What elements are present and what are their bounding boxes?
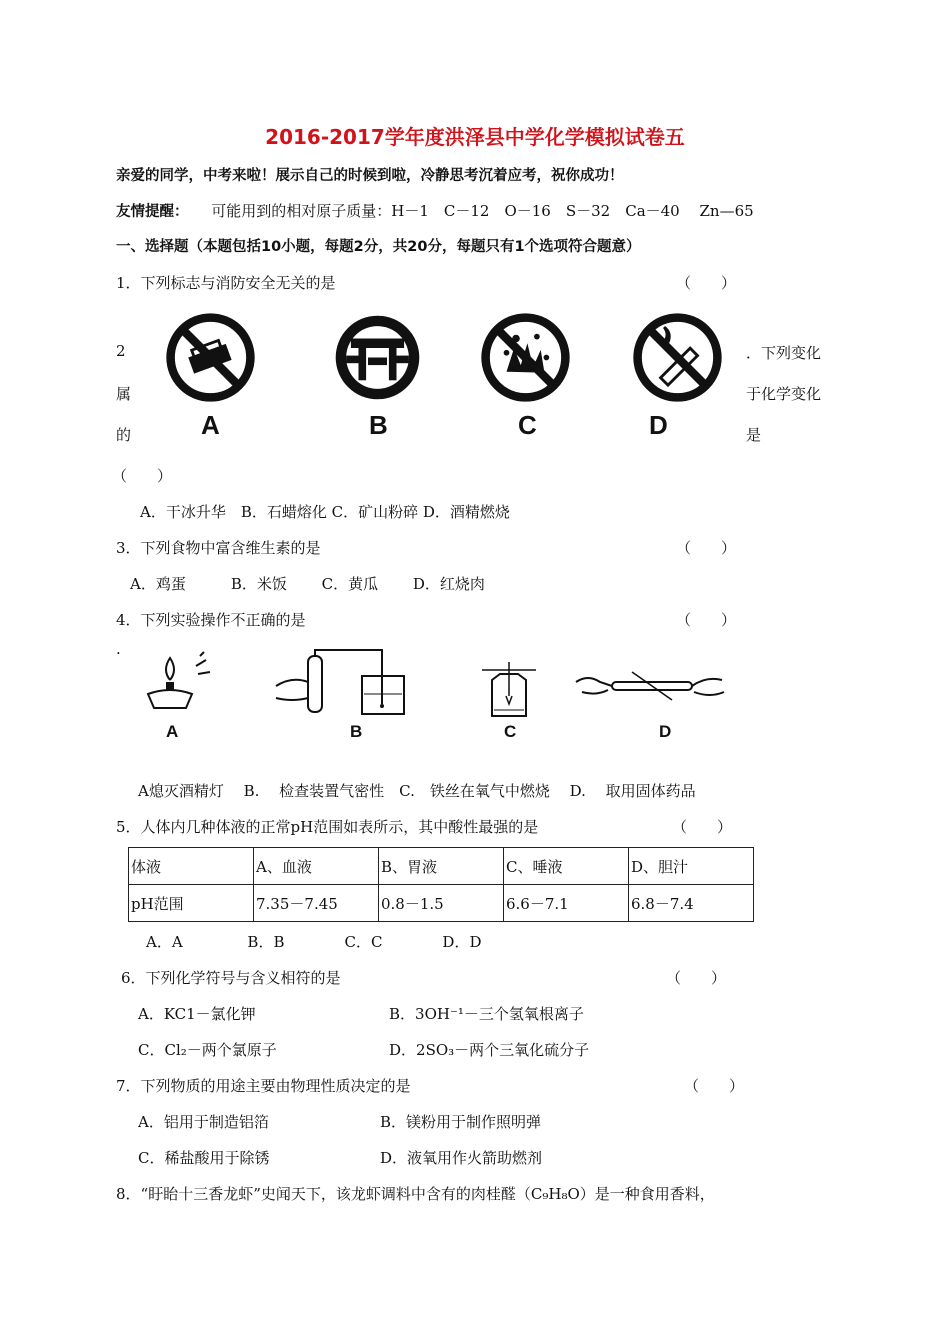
oxygen-bottle-icon	[482, 660, 536, 720]
solid-reagent-handling-icon	[572, 652, 732, 718]
page-title: 2016-2017学年度洪泽县中学化学模拟试卷五	[265, 125, 685, 149]
question-5-text: 5．人体内几种体液的正常pH范围如表所示，其中酸性最强的是	[116, 818, 539, 836]
experiment-label-a: A	[166, 722, 179, 741]
question-8-text: 8．“盱眙十三香龙虾”史闻天下，该龙虾调料中含有的肉桂醛（C₉H₈O）是一种食用香料，	[116, 1185, 715, 1203]
table-cell: C、唾液	[504, 848, 629, 885]
question-5-answer-blank: （ ）	[672, 818, 733, 836]
question-2-right-1: ．下列变化	[746, 344, 822, 362]
airtightness-check-icon	[272, 646, 412, 718]
tip-text: 可能用到的相对原子质量：H－1 C－12 O－16 S－32 Ca－40 Zn—65	[211, 202, 754, 220]
no-explosives-sign-icon	[478, 310, 573, 405]
question-1-text: 1．下列标志与消防安全无关的是	[116, 274, 336, 292]
experiment-label-b: B	[350, 722, 363, 741]
question-6-text: 6．下列化学符号与含义相符的是	[121, 969, 341, 987]
sign-label-b: B	[369, 410, 388, 440]
question-5-options: A．A B．B C．C D．D	[146, 933, 482, 951]
question-6-option-d: D．2SO₃－两个三氧化硫分子	[389, 1041, 590, 1059]
question-6-answer-blank: （ ）	[666, 969, 727, 987]
question-7-option-a: A．铝用于制造铝箔	[138, 1113, 269, 1131]
question-2-left-1: 2	[116, 342, 126, 360]
table-cell: A、血液	[254, 848, 379, 885]
table-cell: 6.6－7.1	[504, 885, 629, 922]
question-2-options: A．干冰升华 B．石蜡熔化 C．矿山粉碎 D．酒精燃烧	[140, 503, 510, 521]
table-row	[129, 848, 754, 885]
fire-hydrant-sign-icon	[330, 310, 425, 405]
table-cell: 7.35－7.45	[254, 885, 379, 922]
stray-dot: .	[116, 640, 121, 658]
ph-table	[128, 847, 754, 922]
table-cell: 0.8－1.5	[379, 885, 504, 922]
question-4-answer-blank: （ ）	[676, 611, 737, 629]
table-cell: 体液	[129, 848, 254, 885]
question-6-option-c: C．Cl₂－两个氯原子	[138, 1041, 277, 1059]
question-7-answer-blank: （ ）	[684, 1077, 745, 1095]
experiment-label-c: C	[504, 722, 517, 741]
question-7-option-b: B．镁粉用于制作照明弹	[380, 1113, 542, 1131]
question-7-text: 7．下列物质的用途主要由物理性质决定的是	[116, 1077, 411, 1095]
question-4-options: A熄灭酒精灯 B. 检查装置气密性 C. 铁丝在氧气中燃烧 D. 取用固体药品	[138, 782, 696, 800]
question-3-text: 3．下列食物中富含维生素的是	[116, 539, 321, 557]
question-3-answer-blank: （ ）	[676, 539, 737, 557]
table-cell: pH范围	[129, 885, 254, 922]
question-7-option-c: C．稀盐酸用于除锈	[138, 1149, 270, 1167]
tip-label: 友情提醒：	[116, 204, 189, 220]
table-cell: B、胃液	[379, 848, 504, 885]
question-6-option-a: A．KC1－氯化钾	[138, 1005, 256, 1023]
greeting: 亲爱的同学，中考来啦！展示自己的时候到啦，冷静思考沉着应考，祝你成功！	[116, 168, 624, 184]
question-2-right-2: 于化学变化	[746, 385, 822, 403]
sign-label-c: C	[518, 410, 537, 440]
question-2-left-3: 的	[116, 426, 132, 444]
sign-label-a: A	[201, 410, 220, 440]
question-2-left-2: 属	[116, 385, 132, 403]
question-2-right-3: 是	[746, 426, 762, 444]
question-4-text: 4．下列实验操作不正确的是	[116, 611, 306, 629]
sign-label-d: D	[649, 410, 668, 440]
table-cell: 6.8－7.4	[629, 885, 754, 922]
question-1-answer-blank: （ ）	[676, 274, 737, 292]
question-2-answer-blank: （ ）	[112, 467, 173, 485]
section-heading: 一、选择题（本题包括10小题，每题2分，共20分，每题只有1个选项符合题意）	[116, 239, 641, 255]
no-smoking-sign-icon	[630, 310, 725, 405]
no-open-flame-sign-icon	[163, 310, 258, 405]
question-3-options: A．鸡蛋 B．米饭 C．黄瓜 D．红烧肉	[130, 575, 485, 593]
table-cell: D、胆汁	[629, 848, 754, 885]
tip-line	[116, 200, 754, 221]
alcohol-lamp-icon	[140, 650, 220, 714]
question-6-option-b: B．3OH⁻¹－三个氢氧根离子	[389, 1005, 584, 1023]
question-7-option-d: D．液氧用作火箭助燃剂	[380, 1149, 543, 1167]
table-row	[129, 885, 754, 922]
experiment-label-d: D	[659, 722, 672, 741]
